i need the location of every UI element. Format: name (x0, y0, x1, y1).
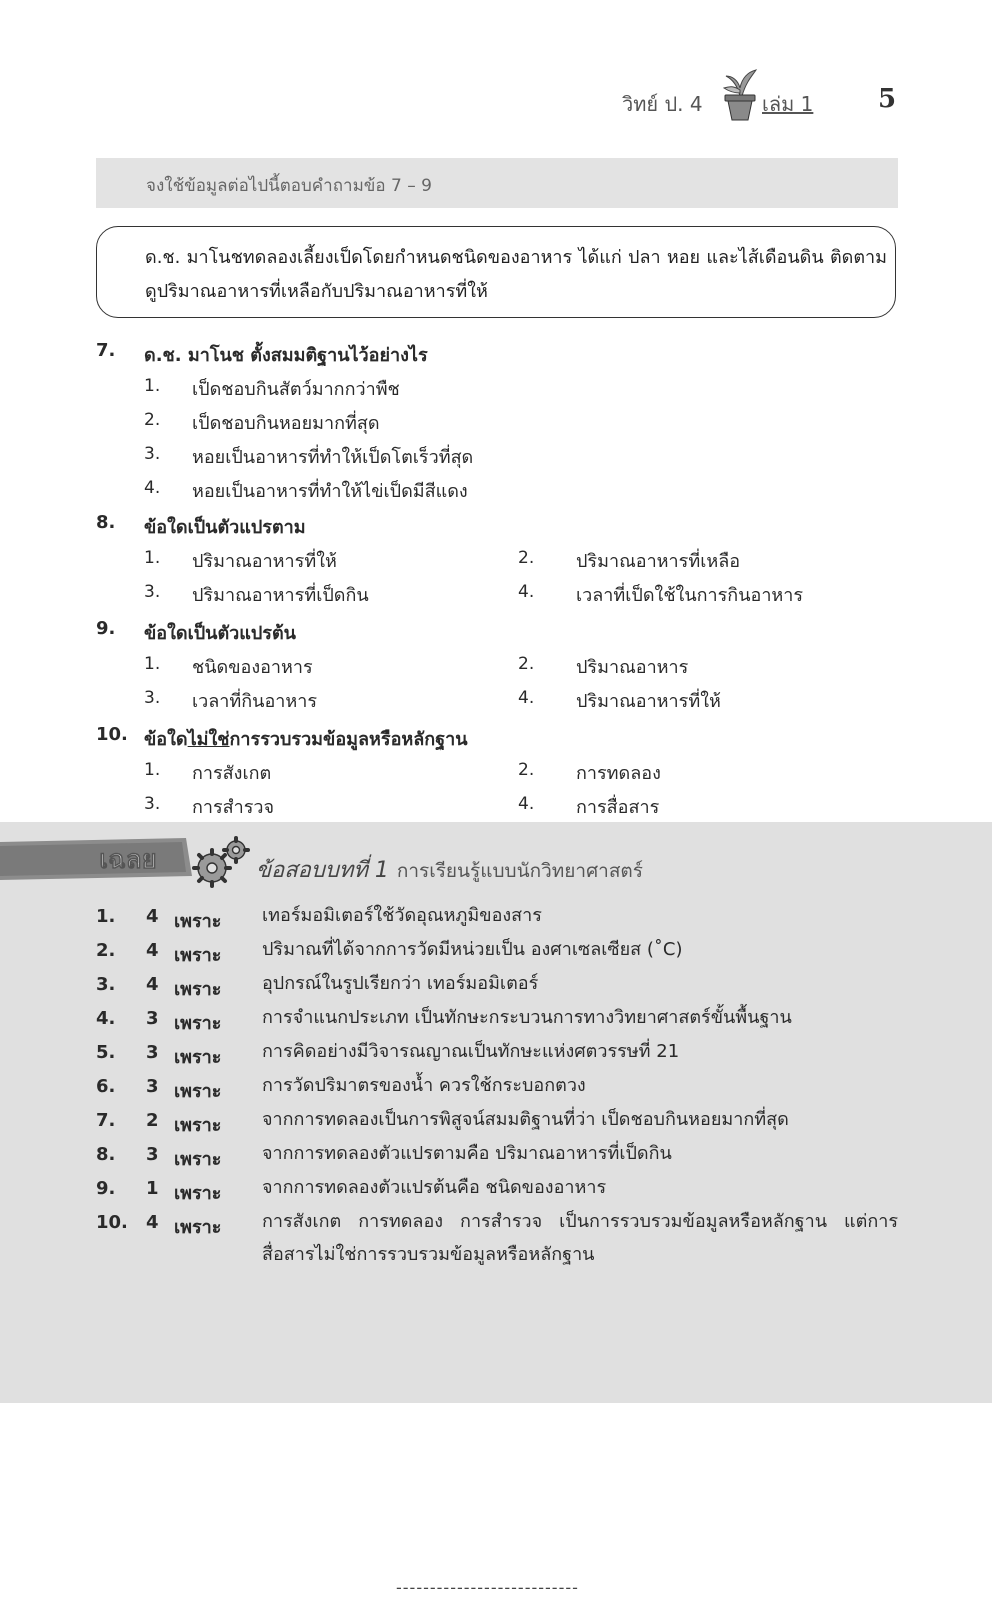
answer-number: 10. (96, 1212, 128, 1233)
answer-because: เพราะ (174, 945, 222, 966)
answer-heading-chapter: ข้อสอบบทที่ 1 (256, 858, 389, 883)
end-divider: --------------------------- (396, 1578, 579, 1597)
option-number: 1. (144, 376, 161, 396)
answer-because: เพราะ (174, 1149, 222, 1170)
answer-choice: 3 (146, 1144, 159, 1165)
question-text-pre: ข้อใด (144, 729, 188, 750)
answer-because: เพราะ (174, 1115, 222, 1136)
answer-explanation: ปริมาณที่ได้จากการวัดมีหน่วยเป็น องศาเซลเซียส (˚C) (262, 939, 683, 960)
question-text-post: การรวบรวมข้อมูลหรือหลักฐาน (229, 729, 468, 750)
option-number: 4. (144, 478, 161, 498)
answer-number: 2. (96, 940, 116, 961)
answer-choice: 3 (146, 1042, 159, 1063)
answer-number: 5. (96, 1042, 116, 1063)
option-text: การทดลอง (576, 763, 661, 784)
answer-number: 9. (96, 1178, 116, 1199)
option-text: เวลาที่เป็ดใช้ในการกินอาหาร (576, 585, 804, 606)
answer-number: 7. (96, 1110, 116, 1131)
page-number: 5 (878, 84, 897, 114)
answer-number: 4. (96, 1008, 116, 1029)
answer-explanation: จากการทดลองเป็นการพิสูจน์สมมติฐานที่ว่า เป็ดชอบกินหอยมากที่สุด (262, 1109, 789, 1130)
info-line-1: ด.ช. มาโนชทดลองเลี้ยงเป็ดโดยกำหนดชนิดของอาหาร ได้แก่ ปลา หอย และไส้เดือนดิน ติดตาม (145, 247, 887, 268)
answer-choice: 3 (146, 1008, 159, 1029)
instruction-bar (96, 158, 898, 208)
option-number: 1. (144, 548, 161, 568)
question-number: 9. (96, 618, 116, 639)
question-text (144, 724, 468, 753)
option-text: หอยเป็นอาหารที่ทำให้ไข่เป็ดมีสีแดง (192, 481, 468, 502)
answer-number: 6. (96, 1076, 116, 1097)
question-text-underlined: ไม่ใช่ (187, 729, 230, 750)
info-line-2: ดูปริมาณอาหารที่เหลือกับปริมาณอาหารที่ให้ (145, 281, 488, 302)
option-number: 2. (518, 548, 535, 568)
answer-because: เพราะ (174, 1217, 222, 1238)
answer-explanation: การจำแนกประเภท เป็นทักษะกระบวนการทางวิทยาศาสตร์ขั้นพื้นฐาน (262, 1007, 792, 1028)
question-text: ข้อใดเป็นตัวแปรตาม (144, 517, 306, 538)
answer-because: เพราะ (174, 1081, 222, 1102)
option-text: การสื่อสาร (576, 797, 660, 818)
answer-because: เพราะ (174, 1013, 222, 1034)
option-text: การสำรวจ (192, 797, 275, 818)
answer-key-section (0, 822, 992, 1597)
answer-because: เพราะ (174, 1183, 222, 1204)
option-number: 3. (144, 794, 161, 814)
option-number: 4. (518, 582, 535, 602)
question-number: 7. (96, 340, 116, 361)
option-number: 1. (144, 760, 161, 780)
answer-number: 3. (96, 974, 116, 995)
option-text: เป็ดชอบกินสัตว์มากกว่าพืช (192, 379, 400, 400)
header-subject: วิทย์ ป. 4 (622, 92, 703, 116)
option-text: หอยเป็นอาหารที่ทำให้เป็ดโตเร็วที่สุด (192, 447, 474, 468)
answer-because: เพราะ (174, 979, 222, 1000)
answer-explanation: การสังเกต การทดลอง การสำรวจ เป็นการรวบรวมข้อมูลหรือหลักฐาน แต่การ (262, 1211, 898, 1232)
question-text: ด.ช. มาโนช ตั้งสมมติฐานไว้อย่างไร (144, 345, 428, 366)
page-header (0, 64, 992, 124)
answer-choice: 4 (146, 906, 159, 927)
option-text: เป็ดชอบกินหอยมากที่สุด (192, 413, 380, 434)
answer-heading-title: การเรียนรู้แบบนักวิทยาศาสตร์ (396, 860, 643, 882)
gears-icon (190, 836, 252, 888)
info-text (145, 241, 887, 309)
option-text: ปริมาณอาหารที่เป็ดกิน (192, 585, 369, 606)
answer-because: เพราะ (174, 911, 222, 932)
answer-choice: 4 (146, 1212, 159, 1233)
option-text: ปริมาณอาหารที่ให้ (192, 551, 337, 572)
option-number: 4. (518, 688, 535, 708)
header-volume: เล่ม 1 (762, 92, 814, 116)
answer-explanation: เทอร์มอมิเตอร์ใช้วัดอุณหภูมิของสาร (262, 905, 542, 926)
option-number: 3. (144, 444, 161, 464)
answer-choice: 1 (146, 1178, 159, 1199)
answer-because: เพราะ (174, 1047, 222, 1068)
option-text: การสังเกต (192, 763, 272, 784)
option-text: เวลาที่กินอาหาร (192, 691, 318, 712)
answer-heading (256, 852, 643, 887)
option-number: 4. (518, 794, 535, 814)
answer-choice: 3 (146, 1076, 159, 1097)
instruction-text: จงใช้ข้อมูลต่อไปนี้ตอบคำถามข้อ 7 – 9 (146, 176, 432, 196)
question-number: 8. (96, 512, 116, 533)
answer-tab (0, 836, 192, 882)
answer-explanation: การคิดอย่างมีวิจารณญาณเป็นทักษะแห่งศตวรรษที่ 21 (262, 1041, 680, 1062)
answer-choice: 4 (146, 974, 159, 995)
answer-number: 8. (96, 1144, 116, 1165)
answer-choice: 4 (146, 940, 159, 961)
option-number: 3. (144, 688, 161, 708)
question-number: 10. (96, 724, 128, 745)
option-text: ชนิดของอาหาร (192, 657, 313, 678)
answer-explanation-continued: สื่อสารไม่ใช่การรวบรวมข้อมูลหรือหลักฐาน (262, 1244, 595, 1265)
option-text: ปริมาณอาหารที่ให้ (576, 691, 721, 712)
answer-tab-label: เฉลย (99, 845, 157, 875)
answer-explanation: อุปกรณ์ในรูปเรียกว่า เทอร์มอมิเตอร์ (262, 973, 539, 994)
option-number: 2. (518, 654, 535, 674)
question-text: ข้อใดเป็นตัวแปรต้น (144, 623, 296, 644)
answer-explanation: จากการทดลองตัวแปรต้นคือ ชนิดของอาหาร (262, 1177, 607, 1198)
option-number: 1. (144, 654, 161, 674)
option-number: 2. (144, 410, 161, 430)
answer-explanation: จากการทดลองตัวแปรตามคือ ปริมาณอาหารที่เป็ดกิน (262, 1143, 672, 1164)
info-box (96, 226, 896, 318)
potted-plant-icon (720, 66, 760, 122)
option-text: ปริมาณอาหารที่เหลือ (576, 551, 741, 572)
answer-choice: 2 (146, 1110, 159, 1131)
answer-explanation: การวัดปริมาตรของน้ำ ควรใช้กระบอกตวง (262, 1075, 586, 1096)
option-number: 2. (518, 760, 535, 780)
answer-number: 1. (96, 906, 116, 927)
option-number: 3. (144, 582, 161, 602)
option-text: ปริมาณอาหาร (576, 657, 689, 678)
